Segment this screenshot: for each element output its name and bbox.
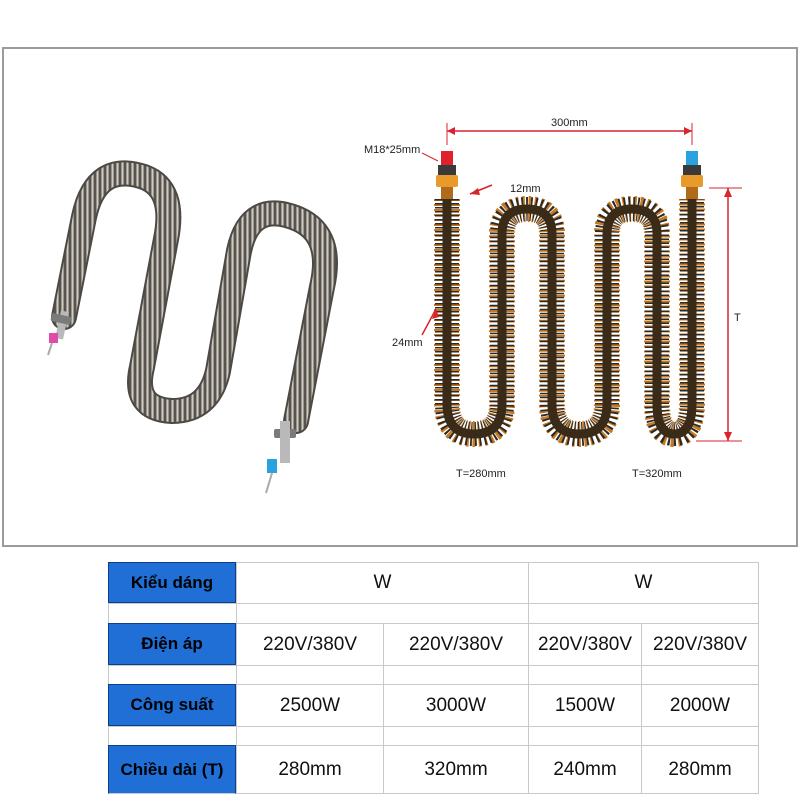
voltage-cell: 220V/380V <box>383 623 528 665</box>
voltage-cell: 220V/380V <box>236 623 383 665</box>
length-cell: 280mm <box>641 745 759 794</box>
spacer-cell <box>108 603 236 623</box>
heater-photo <box>48 173 325 493</box>
product-figure <box>2 47 798 547</box>
spacer-cell <box>236 603 528 623</box>
t2-label: T=320mm <box>632 468 682 480</box>
table-spacer <box>108 665 759 684</box>
table-spacer <box>108 603 759 623</box>
voltage-cell: 220V/380V <box>528 623 641 665</box>
table-spacer <box>108 726 759 745</box>
drawing-left-terminal <box>436 151 458 199</box>
length-cell: 240mm <box>528 745 641 794</box>
spec-table <box>108 562 759 798</box>
table-row-voltage <box>108 623 759 665</box>
style-header: Kiểu dáng <box>108 562 236 603</box>
power-cell: 2000W <box>641 684 759 726</box>
power-cell: 3000W <box>383 684 528 726</box>
table-row-style <box>108 562 759 603</box>
voltage-cell: 220V/380V <box>641 623 759 665</box>
spacer-cell <box>528 603 759 623</box>
tube-label: 24mm <box>392 337 423 349</box>
table-row-power <box>108 684 759 726</box>
heater-drawing <box>364 117 742 480</box>
style-cell: W <box>528 562 759 603</box>
power-header: Công suất <box>108 684 236 726</box>
power-cell: 2500W <box>236 684 383 726</box>
spacer-cell <box>528 726 641 745</box>
spacer-cell <box>641 665 759 684</box>
table-row-length <box>108 745 759 794</box>
right-terminal-insulator <box>267 459 277 473</box>
spacer-cell <box>383 726 528 745</box>
spacer-cell <box>528 665 641 684</box>
spacer-cell <box>641 726 759 745</box>
width-label: 300mm <box>551 117 588 129</box>
left-terminal-insulator <box>49 333 58 343</box>
spacer-cell <box>236 665 383 684</box>
t1-label: T=280mm <box>456 468 506 480</box>
width-dimension <box>447 117 692 145</box>
spacer-cell <box>108 726 236 745</box>
thread-label: M18*25mm <box>364 144 421 156</box>
length-cell: 280mm <box>236 745 383 794</box>
fin-label: 12mm <box>510 183 541 195</box>
length-cell: 320mm <box>383 745 528 794</box>
drawing-right-terminal <box>681 151 703 199</box>
voltage-header: Điện áp <box>108 623 236 665</box>
power-cell: 1500W <box>528 684 641 726</box>
right-terminal-rod <box>280 421 290 463</box>
length-header: Chiều dài (T) <box>108 745 236 794</box>
heater-illustration <box>4 49 800 549</box>
height-label: T <box>734 312 741 324</box>
style-cell: W <box>236 562 528 603</box>
spacer-cell <box>383 665 528 684</box>
spacer-cell <box>108 665 236 684</box>
spacer-cell <box>236 726 383 745</box>
